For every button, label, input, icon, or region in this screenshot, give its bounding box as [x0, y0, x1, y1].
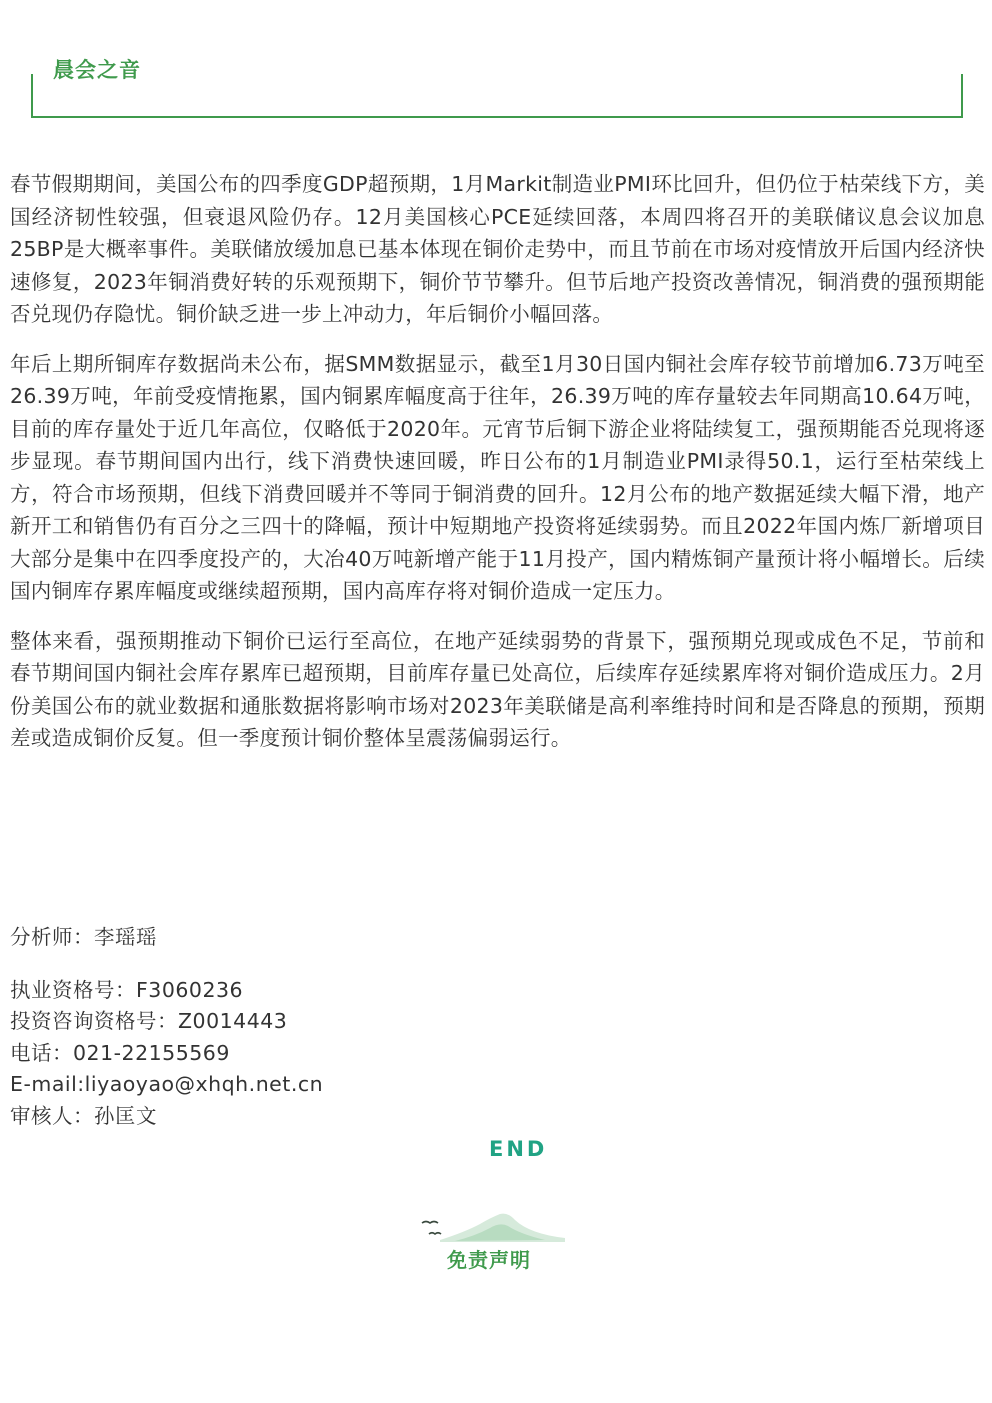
disclaimer-title[interactable]: 免责声明 [447, 1248, 531, 1272]
phone-number: 电话：021-22155569 [10, 1040, 230, 1065]
consult-license-number: 投资咨询资格号：Z0014443 [10, 1009, 288, 1033]
section-title: 晨会之音 [53, 58, 141, 82]
article-body [10, 168, 985, 772]
disclaimer-section [420, 1210, 570, 1280]
section-frame [31, 74, 963, 118]
analyst-name: 分析师：李瑶瑶 [10, 925, 157, 949]
email-address[interactable]: E-mail:liyaoyao@xhqh.net.cn [10, 1072, 324, 1096]
license-number: 执业资格号：F3060236 [10, 977, 244, 1002]
analyst-info [10, 922, 710, 1132]
reviewer-name: 审核人：孙匡文 [10, 1103, 157, 1128]
paragraph-1: 春节假期期间，美国公布的四季度GDP超预期，1月Markit制造业PMI环比回升，但仍位于枯荣线下方，美国经济韧性较强，但衰退风险仍存。12月美国核心PCE延续回落，本周四将召开的美联储议息会议加息25BP是大概率事件。美联储放缓加息已基本体现在铜价走势中，而且节前在市场对疫情放开后国内经济快速修复，2023年铜消费好转的乐观预期下，铜价节节攀升。但节后地产投资改善情况，铜消费的强预期能否兑现仍存隐忧。铜价缺乏进一步上冲动力，年后铜价小幅回落。 [10, 172, 985, 326]
paragraph-3: 整体来看，强预期推动下铜价已运行至高位，在地产延续弱势的背景下，强预期兑现或成色不足，节前和春节期间国内铜社会库存累库已超预期，目前库存量已处高位，后续库存延续累库将对铜价造成压力。2月份美国公布的就业数据和通胀数据将影响市场对2023年美联储是高利率维持时间和是否降息的预期，预期差或造成铜价反复。但一季度预计铜价整体呈震荡偏弱运行。 [10, 628, 985, 750]
end-label: END [489, 1137, 548, 1161]
section-header [31, 48, 961, 118]
paragraph-2: 年后上期所铜库存数据尚未公布，据SMM数据显示，截至1月30日国内铜社会库存较节前增加6.73万吨至26.39万吨，年前受疫情拖累，国内铜累库幅度高于往年，26.39万吨的库存量较去年同期高10.64万吨，目前的库存量处于近几年高位，仅略低于2020年。元宵节后铜下游企业将陆续复工，强预期能否兑现将逐步显现。春节期间国内出行，线下消费快速回暖，昨日公布的1月制造业PMI录得50.1，运行至枯荣线上方，符合市场预期，但线下消费回暖并不等同于铜消费的回升。12月公布的地产数据延续大幅下滑，地产新开工和销售仍有百分之三四十的降幅，预计中短期地产投资将延续弱势。而且2022年国内炼厂新增项目大部分是集中在四季度投产的，大冶40万吨新增产能于11月投产，国内精炼铜产量预计将小幅增长。后续国内铜库存累库幅度或继续超预期，国内高库存将对铜价造成一定压力。 [10, 351, 985, 603]
